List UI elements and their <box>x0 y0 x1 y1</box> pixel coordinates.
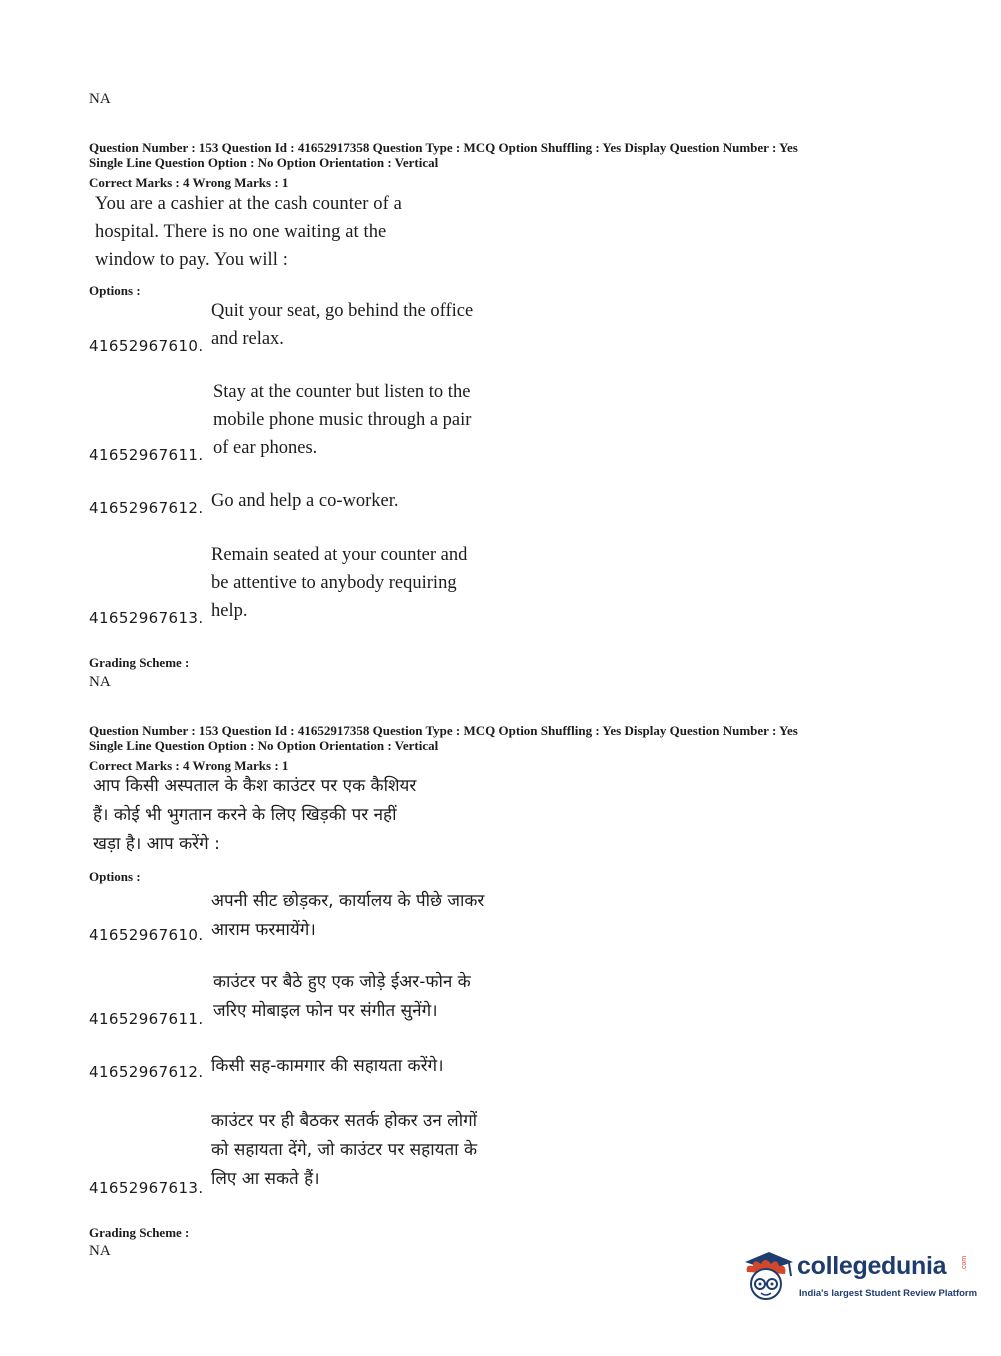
grading-scheme-label: Grading Scheme : <box>89 655 190 670</box>
option-line: Stay at the counter but listen to the <box>213 382 471 402</box>
option-line: Quit your seat, go behind the office <box>211 301 474 321</box>
option-line: काउंटर पर बैठे हुए एक जोड़े ईअर-फोन के <box>213 972 471 992</box>
previous-grading-value: NA <box>89 91 111 107</box>
option-text <box>211 1052 444 1081</box>
option-line: आराम फरमायेंगे। <box>211 920 316 940</box>
option-line: लिए आ सकते हैं। <box>211 1169 320 1189</box>
option-line: Remain seated at your counter and <box>211 545 468 565</box>
question-marks: Correct Marks : 4 Wrong Marks : 1 <box>89 758 289 773</box>
option-id: 41652967610. <box>89 926 204 944</box>
option-text <box>213 378 523 462</box>
option-id: 41652967613. <box>89 609 204 627</box>
logo-domain: .com <box>961 1255 969 1272</box>
option-text <box>213 968 471 1026</box>
option-text <box>211 887 484 945</box>
question-line: आप किसी अस्पताल के कैश काउंटर पर एक कैशियर <box>93 776 417 796</box>
option-text <box>211 297 521 353</box>
option-line: किसी सह-कामगार की सहायता करेंगे। <box>211 1056 444 1076</box>
logo-tagline: India's largest Student Review Platform <box>799 1288 978 1299</box>
option-line: mobile phone music through a pair <box>213 410 472 430</box>
option-line: of ear phones. <box>213 438 318 458</box>
question-meta-line-2: Single Line Question Option : No Option Orientation : Vertical <box>89 738 439 753</box>
question-line: window to pay. You will : <box>95 250 289 270</box>
question-meta-line-2: Single Line Question Option : No Option Orientation : Vertical <box>89 155 439 170</box>
option-id: 41652967611. <box>89 1010 204 1028</box>
option-text <box>211 1107 477 1194</box>
question-text <box>95 190 402 274</box>
option-id: 41652967611. <box>89 446 204 464</box>
logo-wordmark: collegedunia <box>797 1252 947 1280</box>
option-line: काउंटर पर ही बैठकर सतर्क होकर उन लोगों <box>211 1111 478 1131</box>
option-line: help. <box>211 601 248 621</box>
option-line: be attentive to anybody requiring <box>211 573 457 593</box>
option-line: को सहायता देंगे, जो काउंटर पर सहायता के <box>211 1140 478 1160</box>
option-line: जरिए मोबाइल फोन पर संगीत सुनेंगे। <box>213 1001 438 1021</box>
grading-scheme-value: NA <box>89 674 111 690</box>
option-line: अपनी सीट छोड़कर, कार्यालय के पीछे जाकर <box>211 891 485 911</box>
option-id: 41652967612. <box>89 499 204 517</box>
question-line: hospital. There is no one waiting at the <box>95 222 387 242</box>
collegedunia-logo[interactable] <box>739 1246 978 1316</box>
option-line: and relax. <box>211 329 284 349</box>
question-line: खड़ा है। आप करेंगे : <box>93 834 220 854</box>
option-id: 41652967612. <box>89 1063 204 1081</box>
mascot-icon <box>739 1246 797 1308</box>
question-marks: Correct Marks : 4 Wrong Marks : 1 <box>89 175 289 190</box>
grading-scheme-value: NA <box>89 1243 111 1259</box>
options-label: Options : <box>89 869 141 884</box>
options-label: Options : <box>89 283 141 298</box>
question-line: You are a cashier at the cash counter of a <box>95 194 402 214</box>
option-text <box>211 487 521 515</box>
option-line: Go and help a co-worker. <box>211 491 399 511</box>
option-id: 41652967610. <box>89 337 204 355</box>
question-text <box>93 772 416 859</box>
question-meta-line-1: Question Number : 153 Question Id : 41652917358 Question Type : MCQ Option Shuffling : Yes Display Question Number : Yes <box>89 723 798 738</box>
question-meta-line-1: Question Number : 153 Question Id : 41652917358 Question Type : MCQ Option Shuffling : Yes Display Question Number : Yes <box>89 140 798 155</box>
question-line: हैं। कोई भी भुगतान करने के लिए खिड़की पर नहीं <box>93 805 397 825</box>
option-id: 41652967613. <box>89 1179 204 1197</box>
option-text <box>211 541 521 625</box>
grading-scheme-label: Grading Scheme : <box>89 1225 190 1240</box>
